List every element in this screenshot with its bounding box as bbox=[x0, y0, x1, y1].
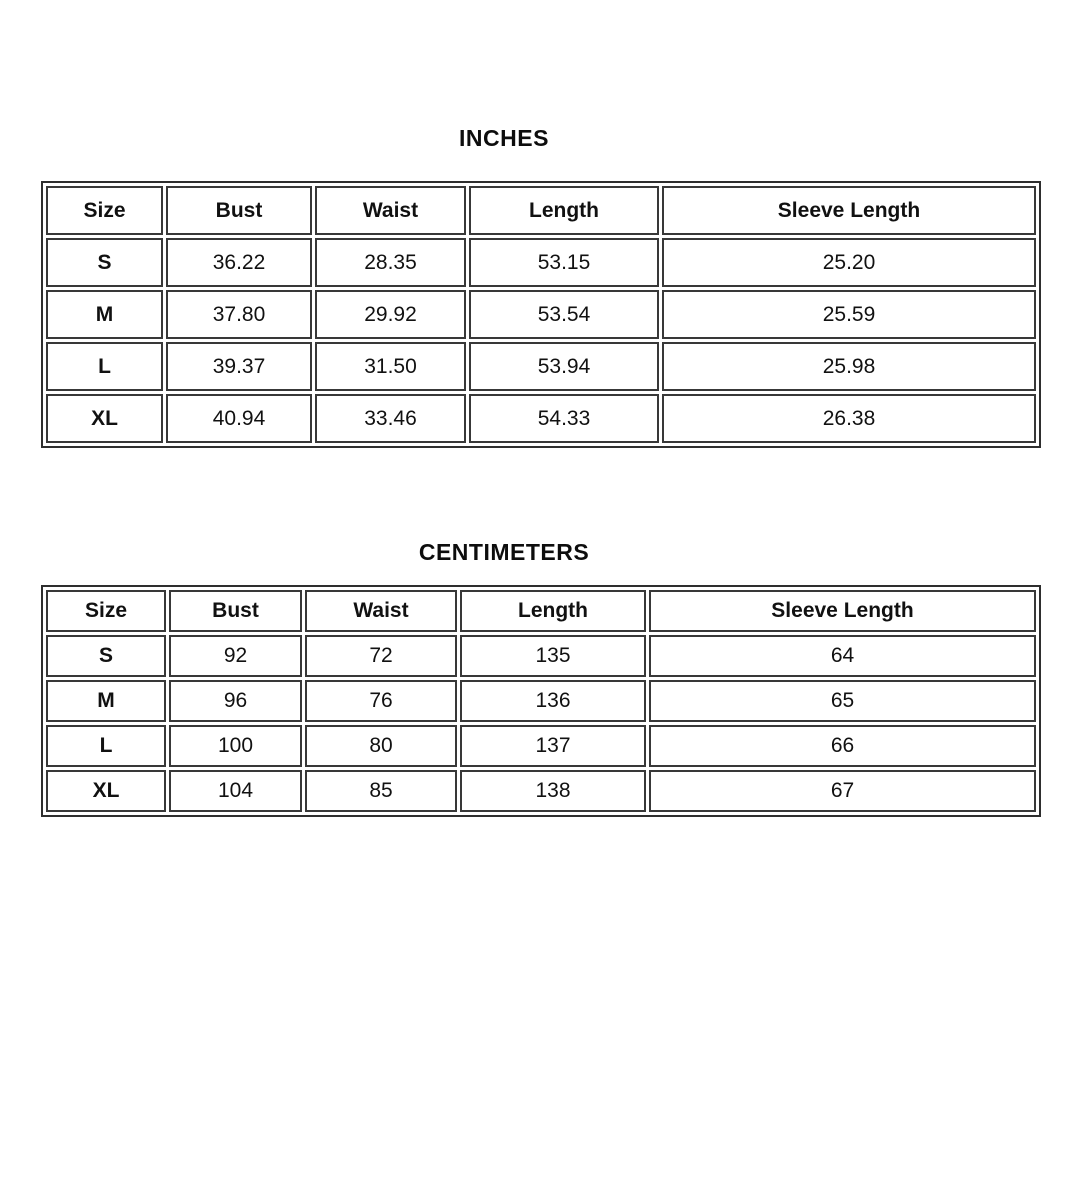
size-cell: XL bbox=[46, 770, 166, 812]
sleeve-length-cell: 26.38 bbox=[662, 394, 1036, 443]
cm-col-length: Length bbox=[460, 590, 646, 632]
table-row bbox=[46, 725, 1036, 767]
sleeve-length-cell: 25.98 bbox=[662, 342, 1036, 391]
size-cell: S bbox=[46, 238, 163, 287]
sleeve-length-cell: 25.20 bbox=[662, 238, 1036, 287]
inches-col-sleeve-length: Sleeve Length bbox=[662, 186, 1036, 235]
bust-cell: 37.80 bbox=[166, 290, 312, 339]
centimeters-header-row bbox=[46, 590, 1036, 632]
table-row bbox=[46, 394, 1036, 443]
sleeve-length-cell: 66 bbox=[649, 725, 1036, 767]
bust-cell: 40.94 bbox=[166, 394, 312, 443]
inches-col-length: Length bbox=[469, 186, 659, 235]
length-cell: 53.54 bbox=[469, 290, 659, 339]
waist-cell: 76 bbox=[305, 680, 457, 722]
table-row bbox=[46, 680, 1036, 722]
bust-cell: 104 bbox=[169, 770, 302, 812]
size-cell: XL bbox=[46, 394, 163, 443]
length-cell: 138 bbox=[460, 770, 646, 812]
sleeve-length-cell: 25.59 bbox=[662, 290, 1036, 339]
inches-size-table bbox=[41, 181, 1041, 448]
size-cell: M bbox=[46, 290, 163, 339]
waist-cell: 28.35 bbox=[315, 238, 466, 287]
length-cell: 137 bbox=[460, 725, 646, 767]
table-row bbox=[46, 635, 1036, 677]
inches-col-waist: Waist bbox=[315, 186, 466, 235]
table-row bbox=[46, 770, 1036, 812]
table-row bbox=[46, 290, 1036, 339]
cm-col-bust: Bust bbox=[169, 590, 302, 632]
sleeve-length-cell: 65 bbox=[649, 680, 1036, 722]
inches-header-row bbox=[46, 186, 1036, 235]
waist-cell: 80 bbox=[305, 725, 457, 767]
sleeve-length-cell: 64 bbox=[649, 635, 1036, 677]
bust-cell: 100 bbox=[169, 725, 302, 767]
cm-col-waist: Waist bbox=[305, 590, 457, 632]
inches-col-bust: Bust bbox=[166, 186, 312, 235]
waist-cell: 72 bbox=[305, 635, 457, 677]
waist-cell: 29.92 bbox=[315, 290, 466, 339]
length-cell: 53.94 bbox=[469, 342, 659, 391]
inches-col-size: Size bbox=[46, 186, 163, 235]
centimeters-size-table bbox=[41, 585, 1041, 817]
length-cell: 53.15 bbox=[469, 238, 659, 287]
cm-col-sleeve-length: Sleeve Length bbox=[649, 590, 1036, 632]
waist-cell: 31.50 bbox=[315, 342, 466, 391]
table-row bbox=[46, 342, 1036, 391]
length-cell: 135 bbox=[460, 635, 646, 677]
bust-cell: 92 bbox=[169, 635, 302, 677]
cm-col-size: Size bbox=[46, 590, 166, 632]
bust-cell: 36.22 bbox=[166, 238, 312, 287]
bust-cell: 96 bbox=[169, 680, 302, 722]
sleeve-length-cell: 67 bbox=[649, 770, 1036, 812]
inches-title: INCHES bbox=[459, 125, 549, 151]
table-row bbox=[46, 238, 1036, 287]
centimeters-title: CENTIMETERS bbox=[418, 539, 590, 565]
size-cell: L bbox=[46, 725, 166, 767]
size-cell: S bbox=[46, 635, 166, 677]
length-cell: 136 bbox=[460, 680, 646, 722]
bust-cell: 39.37 bbox=[166, 342, 312, 391]
waist-cell: 33.46 bbox=[315, 394, 466, 443]
size-cell: L bbox=[46, 342, 163, 391]
length-cell: 54.33 bbox=[469, 394, 659, 443]
waist-cell: 85 bbox=[305, 770, 457, 812]
size-cell: M bbox=[46, 680, 166, 722]
